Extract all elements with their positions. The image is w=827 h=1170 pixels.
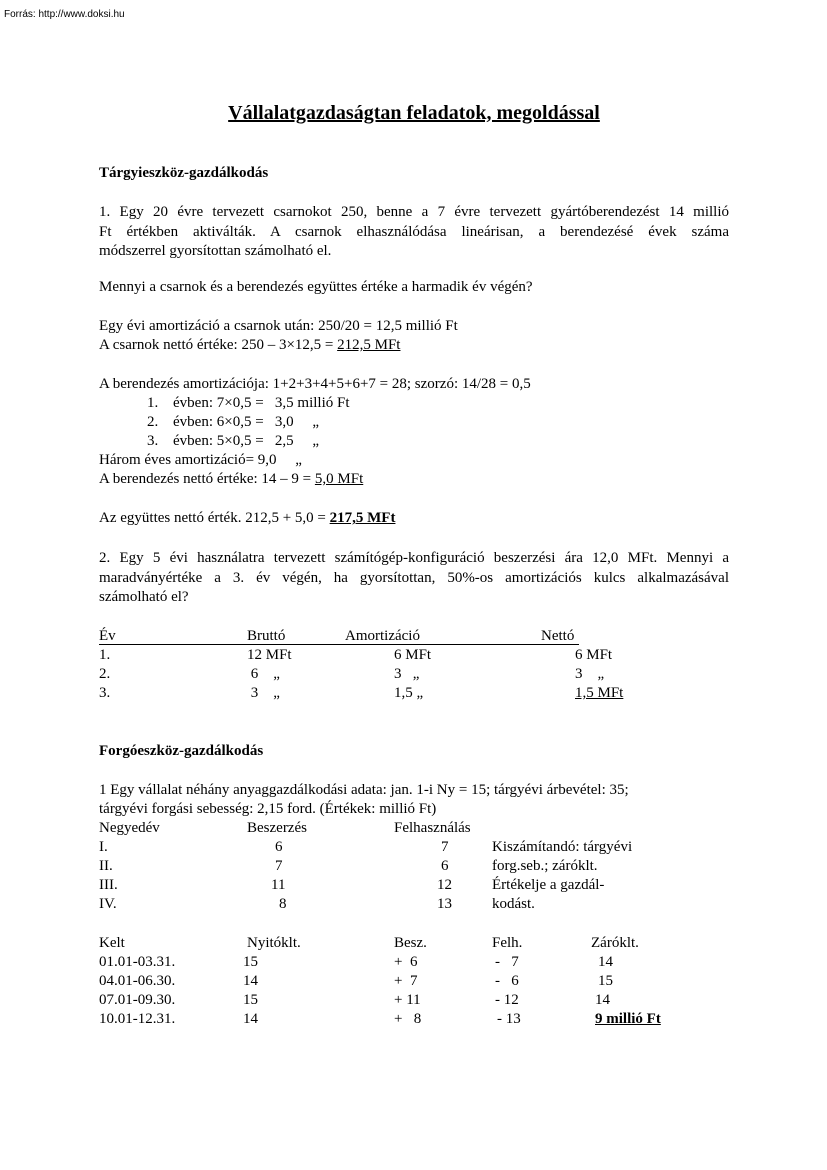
year-calc: évben: 5×0,5 = 2,5 „ (173, 433, 320, 449)
intro-line: tárgyévi forgási sebesség: 2,15 ford. (Értékek: millió Ft) (99, 801, 437, 817)
page-title: Vállalatgazdaságtan feladatok, megoldással (228, 102, 600, 124)
cell-note: Értékelje a gazdál- (492, 877, 605, 893)
cell-quarter: IV. (99, 896, 117, 912)
cell-kelt: 01.01-03.31. (99, 954, 176, 970)
col-header-zaroklt: Záróklt. (591, 935, 639, 951)
cell-quarter: I. (99, 839, 108, 855)
cell-netto-result: 1,5 MFt (575, 685, 624, 701)
section-heading-targyieszkoz: Tárgyieszköz-gazdálkodás (99, 165, 269, 181)
cell-felhasznalas: 12 (437, 877, 452, 893)
cell-beszerzes: 8 (279, 896, 287, 912)
year-calc: évben: 7×0,5 = 3,5 millió Ft (173, 395, 350, 411)
task1-line: módszerrel gyorsítottan számolható el. (99, 243, 332, 259)
csarnok-net-result: 212,5 MFt (337, 337, 401, 353)
total-net-result: 217,5 MFt (329, 510, 396, 526)
year-number: 1. (147, 395, 159, 411)
cell-brutto: 6 „ (247, 666, 280, 682)
source-url: Forrás: http://www.doksi.hu (4, 9, 125, 20)
cell-besz: + 8 (394, 1011, 422, 1027)
cell-felh: - 6 (495, 973, 519, 989)
col-header-ev: Év (99, 628, 116, 644)
berendezes-net-label: A berendezés nettó értéke: 14 – 9 = (99, 471, 315, 487)
header-underline (99, 644, 579, 645)
cell-year: 3. (99, 685, 111, 701)
year-number: 2. (147, 414, 159, 430)
cell-felh: - 7 (495, 954, 519, 970)
cell-nyitoklt: 15 (243, 954, 258, 970)
col-header-nyitoklt: Nyitóklt. (247, 935, 301, 951)
berendezes-net-value-line (99, 470, 363, 490)
final-closing-stock: 9 millió Ft (595, 1011, 661, 1027)
cell-kelt: 07.01-09.30. (99, 992, 176, 1008)
col-header-brutto: Bruttó (247, 628, 286, 644)
berendezes-net-result: 5,0 MFt (314, 471, 364, 487)
cell-year: 1. (99, 647, 111, 663)
cell-nyitoklt: 15 (243, 992, 258, 1008)
cell-felhasznalas: 7 (441, 839, 449, 855)
cell-brutto: 3 „ (247, 685, 280, 701)
task1-question: Mennyi a csarnok és a berendezés együttes értéke a harmadik év végén? (99, 279, 533, 295)
col-header-beszerzes: Beszerzés (247, 820, 307, 836)
berendezes-amortization: A berendezés amortizációja: 1+2+3+4+5+6+7 = 28; szorzó: 14/28 = 0,5 (99, 376, 531, 392)
cell-zaroklt: 14 (595, 992, 610, 1008)
task2-line: számolható el? (99, 589, 189, 605)
task2-line: maradványértéke a 3. év végén, ha gyorsítottan, 50%-os amortizációs kulcs alkalmazásával (99, 569, 729, 586)
cell-besz: + 6 (394, 954, 418, 970)
cell-kelt: 04.01-06.30. (99, 973, 176, 989)
cell-nyitoklt: 14 (243, 1011, 258, 1027)
cell-netto: 3 „ (575, 666, 605, 682)
cell-beszerzes: 11 (271, 877, 286, 893)
cell-felh: - 13 (497, 1011, 521, 1027)
cell-amortizacio: 3 „ (394, 666, 420, 682)
cell-note: kodást. (492, 896, 535, 912)
cell-zaroklt: 15 (598, 973, 613, 989)
task2-paragraph (99, 549, 729, 608)
col-header-felh: Felh. (492, 935, 523, 951)
cell-netto: 6 MFt (575, 647, 613, 663)
year-number: 3. (147, 433, 159, 449)
task2-line: 2. Egy 5 évi használatra tervezett számítógép-konfiguráció beszerzési ára 12,0 MFt. Mennyi a (99, 550, 729, 566)
task1-paragraph (99, 203, 729, 262)
intro-line: 1 Egy vállalat néhány anyaggazdálkodási adata: jan. 1-i Ny = 15; tárgyévi árbevétel: 35; (99, 782, 629, 798)
cell-felhasznalas: 13 (437, 896, 452, 912)
cell-amortizacio: 6 MFt (394, 647, 432, 663)
col-header-felhasznalas: Felhasználás (394, 820, 471, 836)
cell-besz: + 7 (394, 973, 418, 989)
cell-kelt: 10.01-12.31. (99, 1011, 176, 1027)
csarnok-net-label: A csarnok nettó értéke: 250 – 3×12,5 = (99, 337, 338, 353)
col-header-negyedev: Negyedév (99, 820, 160, 836)
year-calc: évben: 6×0,5 = 3,0 „ (173, 414, 320, 430)
cell-quarter: III. (99, 877, 118, 893)
cell-quarter: II. (99, 858, 113, 874)
task1-line: Ft értékben aktiválták. A csarnok elhasználódása lineárisan, a berendezésé évek száma (99, 223, 729, 240)
cell-year: 2. (99, 666, 111, 682)
cell-felh: - 12 (495, 992, 519, 1008)
section-heading-forgoeszkoz: Forgóeszköz-gazdálkodás (99, 743, 264, 759)
cell-felhasznalas: 6 (441, 858, 449, 874)
col-header-amortizacio: Amortizáció (345, 628, 420, 644)
cell-beszerzes: 6 (275, 839, 283, 855)
cell-amortizacio: 1,5 „ (394, 685, 424, 701)
three-year-amortization: Három éves amortizáció= 9,0 „ (99, 452, 302, 468)
cell-nyitoklt: 14 (243, 973, 258, 989)
total-net-label: Az együttes nettó érték. 212,5 + 5,0 = (99, 510, 330, 526)
col-header-netto: Nettó (541, 628, 575, 644)
csarnok-net-value-line (99, 336, 400, 356)
cell-zaroklt: 14 (598, 954, 613, 970)
task1-line: 1. Egy 20 évre tervezett csarnokot 250, benne a 7 évre tervezett gyártóberendezést 14 millió (99, 204, 729, 220)
cell-besz: + 11 (394, 992, 421, 1008)
csarnok-amortization: Egy évi amortizáció a csarnok után: 250/20 = 12,5 millió Ft (99, 318, 458, 334)
col-header-besz: Besz. (394, 935, 427, 951)
cell-beszerzes: 7 (275, 858, 283, 874)
cell-note: forg.seb.; záróklt. (492, 858, 598, 874)
cell-note: Kiszámítandó: tárgyévi (492, 839, 633, 855)
col-header-kelt: Kelt (99, 935, 125, 951)
cell-brutto: 12 MFt (247, 647, 292, 663)
total-net-value-line (99, 509, 395, 529)
